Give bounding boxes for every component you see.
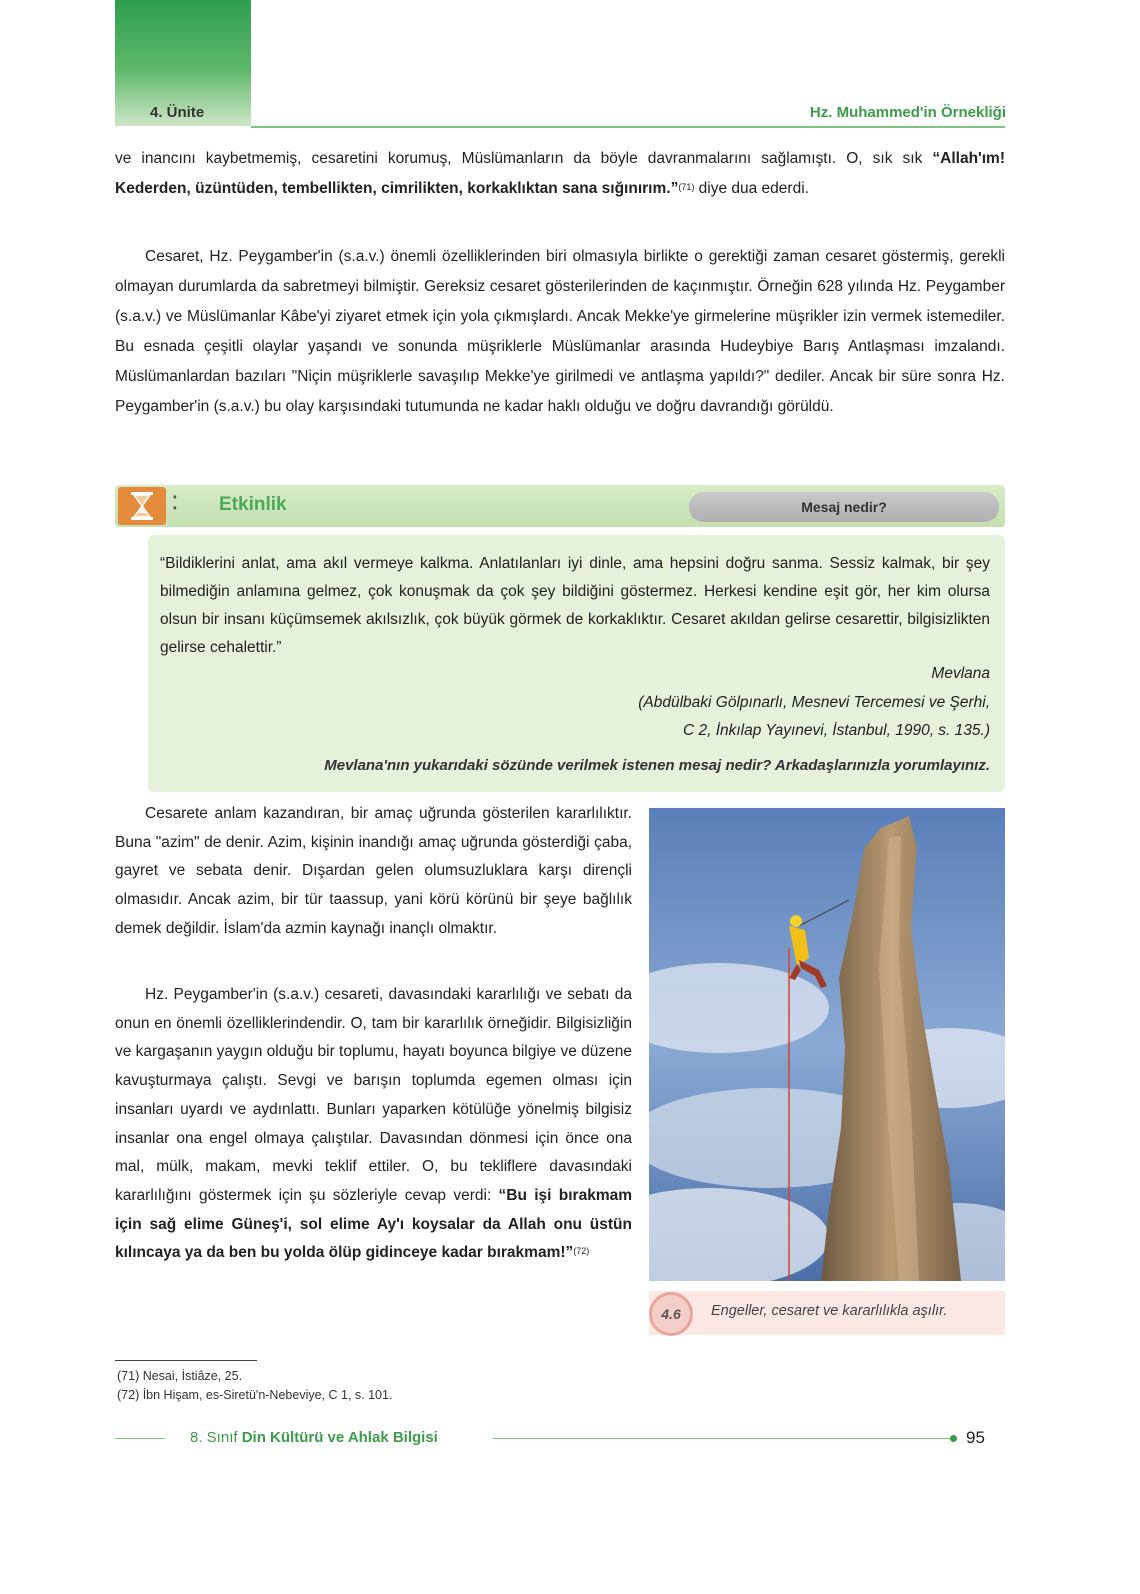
- intro-text-end: diye dua ederdi.: [694, 180, 809, 197]
- quote-source-1: (Abdülbaki Gölpınarlı, Mesnevi Tercemesi ve Şerhi,: [638, 694, 990, 711]
- footer-book: Din Kültürü ve Ahlak Bilgisi: [241, 1429, 438, 1446]
- paragraph-courage: Cesaret, Hz. Peygamber'in (s.a.v.) önemli özelliklerinden biri olmasıyla birlikte o gerektiği zaman cesaret göstermiş, gerekli olmayan durumlarda da sabretmeyi bilmiştir. Gereksiz cesaret gösterilerinden de kaçınmıştır. Örneğin 628 yılında Hz. Peygamber (s.a.v.) ve Müslümanlar Kâbe'yi ziyaret etmek için yola çıkmışlardı. Ancak Mekke'ye girmelerine müşrikler izin vermek istemediler. Bu esnada çeşitli olaylar yaşandı ve sonunda müşriklerle Müslümanlar arasında Hudeybiye Barış Antlaşması imzalandı. Müslümanlardan bazıları "Niçin müşriklerle savaşılıp Mekke'ye girilmedi ve antlaşma yapıldı?" dediler. Ancak bir süre sonra Hz. Peygamber'in (s.a.v.) bu olay karşısındaki tutumunda ne kadar haklı olduğu ve doğru davrandığı görüldü.: [115, 248, 1005, 415]
- footnote-71: (71) Nesai, İstiâze, 25.: [117, 1369, 243, 1383]
- page-number: 95: [966, 1428, 985, 1447]
- paragraph-kararlilik-text: Hz. Peygamber'in (s.a.v.) cesareti, davasındaki kararlılığı ve sebatı da onun en önemli özelliklerindendir. O, tam bir kararlılık örneğidir. Bilgisizliğin ve kargaşanın yaygın olduğu bir toplumu, hayatı boyunca bilgiye ve düzene kavuşturmaya çalıştı. Sevgi ve barışın toplumda egemen olması için insanları uyardı ve aydınlattı. Bunları yaparken kötülüğe yönelmiş bilgisiz insanlar ona engel olmaya çalıştılar. Davasından dönmesi için önce ona mal, mülk, makam, mevki teklif ettiler. O, bu tekliflere davasındaki kararlılığını göstermek için şu sözleriyle cevap verdi:: [115, 986, 633, 1204]
- activity-title: Mesaj nedir?: [689, 492, 999, 522]
- quote-source-2: C 2, İnkılap Yayınevi, İstanbul, 1990, s. 135.): [682, 722, 990, 739]
- quote-author: Mevlana: [931, 665, 990, 682]
- intro-paragraph: [115, 144, 1005, 204]
- intro-bold-quote: “Allah'ım! Kederden, üzüntüden, tembellikten, cimrilikten, korkaklıktan sana sığınırım.”: [115, 150, 1005, 197]
- intro-text: ve inancını kaybetmemiş, cesaretini korumuş, Müslümanların da böyle davranmalarını sağlamıştı. O, sık sık: [115, 150, 933, 167]
- figure-number: 4.6: [649, 1292, 693, 1336]
- footer-grade: 8. Sınıf: [190, 1429, 242, 1446]
- footnote-divider: [115, 1360, 257, 1361]
- footnote-72: (72) İbn Hişam, es-Siretü'n-Nebeviye, C 1, s. 101.: [117, 1388, 393, 1402]
- unit-label: 4. Ünite: [150, 104, 205, 121]
- paragraph-azim: Cesarete anlam kazandıran, bir amaç uğrunda gösterilen kararlılıktır. Buna "azim" de denir. Azim, kişinin inandığı amaç uğrunda gösterdiği çaba, gayret ve sebata denir. Dışardan gelen olumsuzluklara karşı dirençli olmasıdır. Ancak azim, bir tür taassup, yani körü körünü bir şeye bağlılık demek değildir. İslam'da azmin kaynağı inançlı olmaktır.: [115, 805, 632, 937]
- mevlana-quote: “Bildiklerini anlat, ama akıl vermeye kalkma. Anlatılanları iyi dinle, ama hepsini doğru sanma. Sessiz kalmak, bir şey bilmediğin anlamına gelmez, çok konuşmak da çok şey bildiğini göstermez. Herkesi kendine eşit gör, her kim olursa olsun bir insanı küçümsemek akılsızlık, çok büyük görmek de korkaklıktır. Cesaret akıldan gelirse cesarettir, bilgisizlikten gelirse cehalettir.”: [160, 555, 990, 656]
- section-title: Hz. Muhammed'in Örnekliği: [809, 104, 1006, 121]
- dots-icon: ⁚: [172, 493, 178, 513]
- paragraph-kararlilik: [115, 981, 632, 1268]
- hourglass-icon: [118, 487, 166, 525]
- footer-title: [190, 1429, 438, 1446]
- figure-caption: Engeller, cesaret ve kararlılıkla aşılır.: [711, 1303, 948, 1319]
- climber-photo: [649, 808, 1005, 1281]
- activity-label: Etkinlik: [219, 494, 287, 515]
- footnote-ref-71: (71): [678, 182, 695, 192]
- prophet-quote: “Bu işi bırakmam için sağ elime Güneş'i, sol elime Ay'ı koysalar da Allah onu üstün kılıncaya ya da ben bu yolda ölüp gidinceye kadar bırakmam!”: [115, 1186, 632, 1262]
- footer-dot: [950, 1435, 957, 1442]
- footer-divider-right: [493, 1438, 957, 1439]
- header-divider: [251, 126, 1005, 128]
- footer-divider-left: [115, 1438, 165, 1439]
- footnote-ref-72: (72): [573, 1246, 590, 1257]
- activity-question: Mevlana'nın yukarıdaki sözünde verilmek istenen mesaj nedir? Arkadaşlarınızla yorumlayınız.: [324, 757, 990, 774]
